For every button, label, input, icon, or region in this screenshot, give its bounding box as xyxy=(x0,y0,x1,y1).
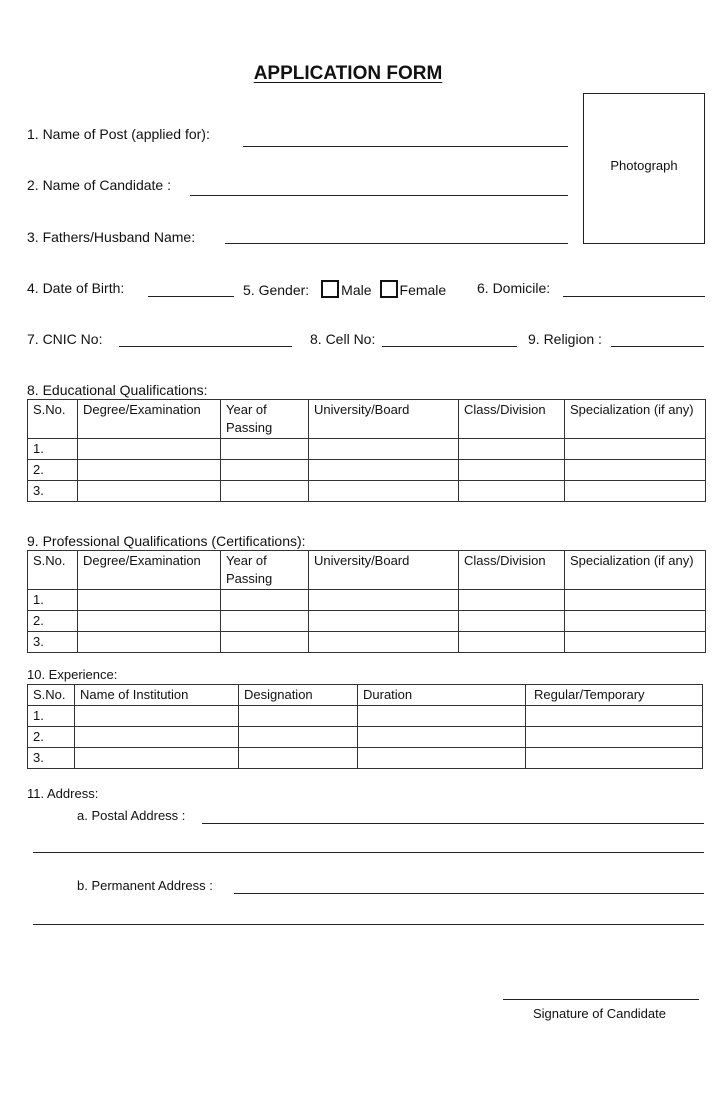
table-cell[interactable] xyxy=(358,748,526,769)
name-of-post-field[interactable] xyxy=(243,146,568,147)
table-cell[interactable] xyxy=(78,611,221,632)
table-cell[interactable] xyxy=(526,727,703,748)
column-header: Regular/Temporary xyxy=(526,685,703,706)
table-cell[interactable] xyxy=(78,460,221,481)
column-header: University/Board xyxy=(309,551,459,590)
table-cell[interactable] xyxy=(309,632,459,653)
education-header-row xyxy=(28,400,706,439)
row-number: 2. xyxy=(28,727,75,748)
postal-address-field-line2[interactable] xyxy=(33,852,704,853)
table-cell[interactable] xyxy=(239,748,358,769)
column-header: Year of Passing xyxy=(221,551,309,590)
table-row xyxy=(28,706,703,727)
table-row xyxy=(28,460,706,481)
experience-table xyxy=(27,684,703,769)
address-heading: 11. Address: xyxy=(27,786,99,801)
column-header: Name of Institution xyxy=(75,685,239,706)
name-of-candidate-label: 2. Name of Candidate : xyxy=(27,177,171,193)
table-cell[interactable] xyxy=(459,460,565,481)
row-number: 1. xyxy=(28,706,75,727)
column-header: Duration xyxy=(358,685,526,706)
religion-field[interactable] xyxy=(611,346,704,347)
education-table xyxy=(27,399,706,502)
table-row xyxy=(28,481,706,502)
table-cell[interactable] xyxy=(309,460,459,481)
column-header: Specialization (if any) xyxy=(565,551,706,590)
table-row xyxy=(28,748,703,769)
table-cell[interactable] xyxy=(309,611,459,632)
table-cell[interactable] xyxy=(565,611,706,632)
cnic-field[interactable] xyxy=(119,346,292,347)
postal-address-label: a. Postal Address : xyxy=(77,808,186,823)
table-cell[interactable] xyxy=(309,590,459,611)
education-heading: 8. Educational Qualifications: xyxy=(27,382,208,398)
domicile-label: 6. Domicile: xyxy=(477,280,551,296)
table-cell[interactable] xyxy=(309,481,459,502)
table-cell[interactable] xyxy=(78,632,221,653)
table-row xyxy=(28,632,706,653)
table-cell[interactable] xyxy=(565,460,706,481)
table-cell[interactable] xyxy=(526,706,703,727)
female-checkbox[interactable] xyxy=(380,280,398,298)
table-cell[interactable] xyxy=(459,439,565,460)
table-cell[interactable] xyxy=(565,590,706,611)
table-cell[interactable] xyxy=(75,706,239,727)
table-cell[interactable] xyxy=(565,481,706,502)
table-cell[interactable] xyxy=(459,481,565,502)
table-cell[interactable] xyxy=(459,611,565,632)
male-checkbox[interactable] xyxy=(321,280,339,298)
table-row xyxy=(28,727,703,748)
column-header: Class/Division xyxy=(459,551,565,590)
table-cell[interactable] xyxy=(75,748,239,769)
table-cell[interactable] xyxy=(309,439,459,460)
permanent-address-label: b. Permanent Address : xyxy=(77,878,213,893)
table-row xyxy=(28,439,706,460)
professional-heading: 9. Professional Qualifications (Certifications): xyxy=(27,533,306,549)
row-number: 1. xyxy=(28,590,78,611)
column-header: Year of Passing xyxy=(221,400,309,439)
gender-group xyxy=(243,280,446,298)
table-cell[interactable] xyxy=(78,590,221,611)
table-cell[interactable] xyxy=(239,727,358,748)
column-header: S.No. xyxy=(28,551,78,590)
professional-table xyxy=(27,550,706,653)
row-number: 3. xyxy=(28,748,75,769)
table-cell[interactable] xyxy=(221,590,309,611)
table-cell[interactable] xyxy=(221,460,309,481)
table-cell[interactable] xyxy=(221,611,309,632)
table-cell[interactable] xyxy=(565,632,706,653)
father-husband-name-label: 3. Fathers/Husband Name: xyxy=(27,229,196,245)
form-title: APPLICATION FORM xyxy=(253,63,443,84)
table-cell[interactable] xyxy=(78,481,221,502)
table-cell[interactable] xyxy=(565,439,706,460)
table-cell[interactable] xyxy=(221,632,309,653)
cnic-label: 7. CNIC No: xyxy=(27,331,103,347)
row-number: 3. xyxy=(28,632,78,653)
table-cell[interactable] xyxy=(358,706,526,727)
table-cell[interactable] xyxy=(526,748,703,769)
male-label: Male xyxy=(341,282,372,298)
permanent-address-field-line2[interactable] xyxy=(33,924,704,925)
table-cell[interactable] xyxy=(75,727,239,748)
row-number: 2. xyxy=(28,611,78,632)
date-of-birth-label: 4. Date of Birth: xyxy=(27,280,125,296)
column-header: S.No. xyxy=(28,400,78,439)
permanent-address-field[interactable] xyxy=(234,893,704,894)
photograph-box[interactable] xyxy=(583,93,705,244)
religion-label: 9. Religion : xyxy=(528,331,602,347)
row-number: 2. xyxy=(28,460,78,481)
column-header: Specialization (if any) xyxy=(565,400,706,439)
table-row xyxy=(28,590,706,611)
date-of-birth-field[interactable] xyxy=(148,296,234,297)
table-cell[interactable] xyxy=(459,590,565,611)
table-cell[interactable] xyxy=(221,481,309,502)
cell-no-field[interactable] xyxy=(382,346,517,347)
column-header: S.No. xyxy=(28,685,75,706)
table-cell[interactable] xyxy=(221,439,309,460)
gender-label: 5. Gender: xyxy=(243,282,310,298)
experience-header-row xyxy=(28,685,703,706)
column-header: Class/Division xyxy=(459,400,565,439)
experience-heading: 10. Experience: xyxy=(27,667,118,682)
table-cell[interactable] xyxy=(239,706,358,727)
female-label: Female xyxy=(399,282,447,298)
name-of-candidate-field[interactable] xyxy=(190,195,568,196)
row-number: 3. xyxy=(28,481,78,502)
column-header: University/Board xyxy=(309,400,459,439)
father-husband-name-field[interactable] xyxy=(225,243,568,244)
signature-line[interactable] xyxy=(503,999,699,1000)
column-header: Degree/Examination xyxy=(78,400,221,439)
table-cell[interactable] xyxy=(78,439,221,460)
photograph-label: Photograph xyxy=(610,158,678,173)
table-row xyxy=(28,611,706,632)
signature-label: Signature of Candidate xyxy=(533,1006,666,1021)
name-of-post-label: 1. Name of Post (applied for): xyxy=(27,126,210,142)
domicile-field[interactable] xyxy=(563,296,705,297)
row-number: 1. xyxy=(28,439,78,460)
column-header: Designation xyxy=(239,685,358,706)
table-cell[interactable] xyxy=(459,632,565,653)
cell-no-label: 8. Cell No: xyxy=(310,331,376,347)
column-header: Degree/Examination xyxy=(78,551,221,590)
professional-header-row xyxy=(28,551,706,590)
postal-address-field[interactable] xyxy=(202,823,704,824)
table-cell[interactable] xyxy=(358,727,526,748)
